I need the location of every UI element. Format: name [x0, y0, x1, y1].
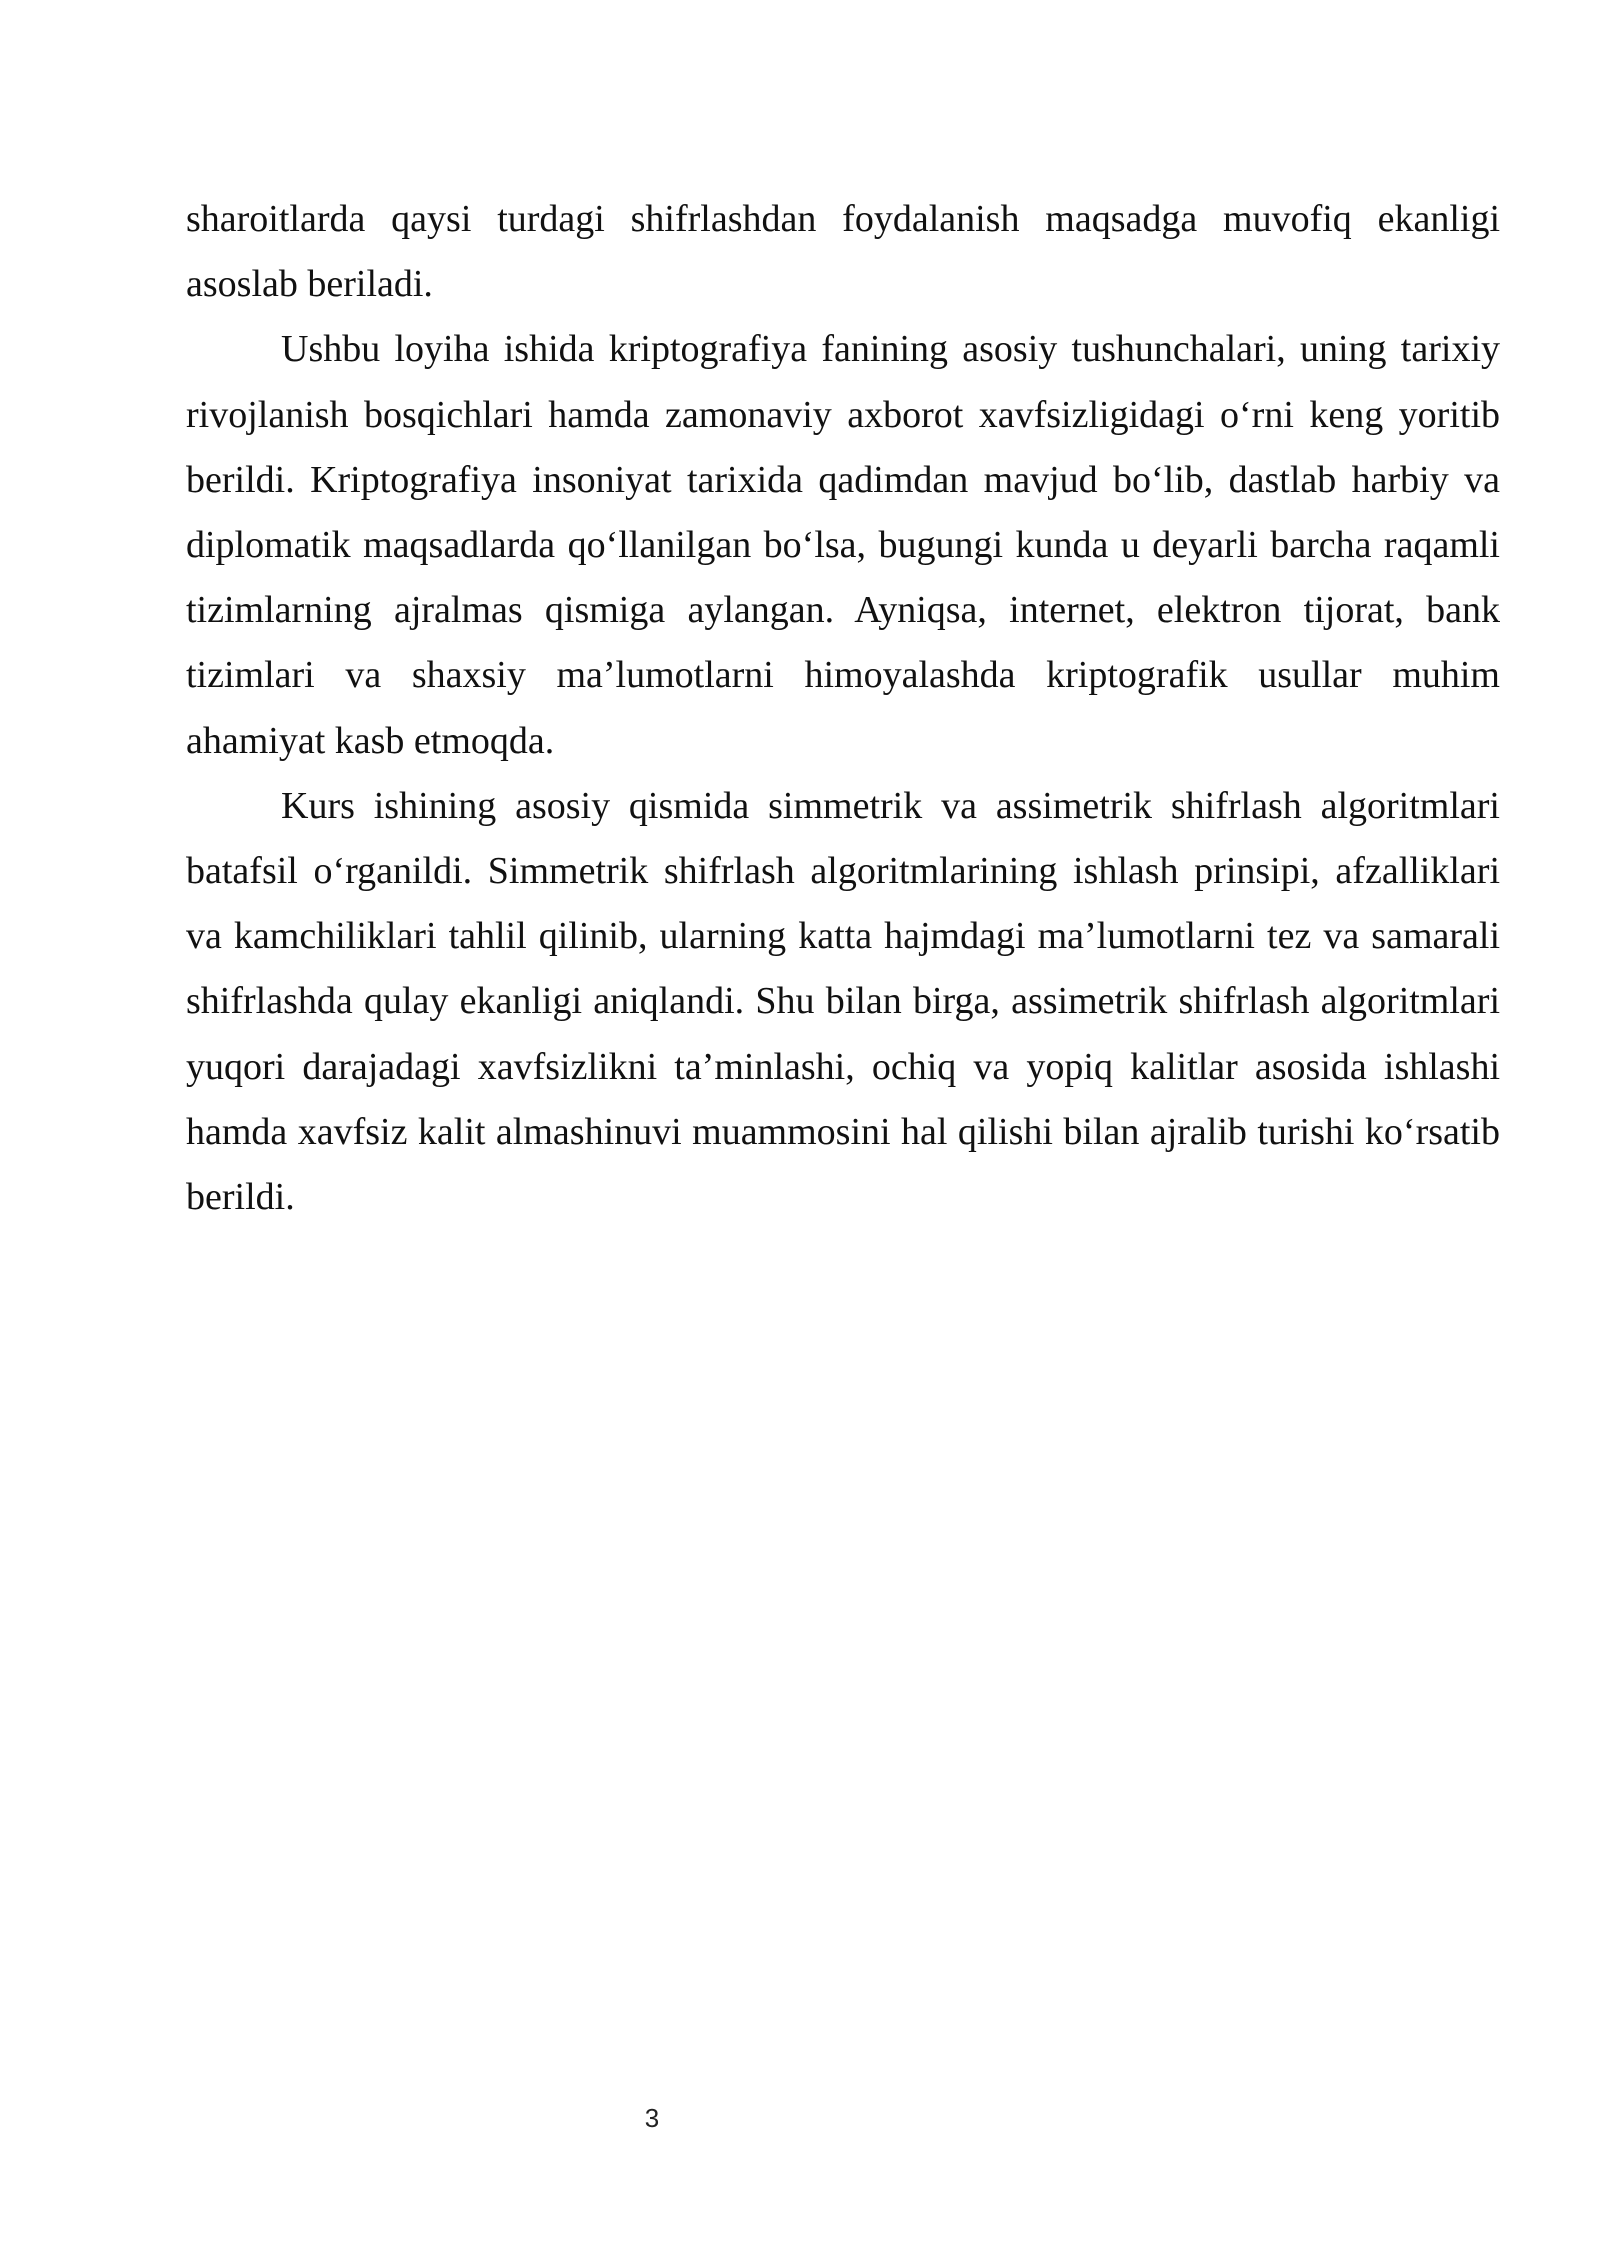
paragraph-project-overview: Ushbu loyiha ishida kriptografiya fanining asosiy tushunchalari, uning tarixiy rivojlanish bosqichlari hamda zamonaviy axborot xavfsizligidagi o‘rni keng yoritib berildi. Kriptografiya insoniyat tarixida qadimdan mavjud bo‘lib, dastlab harbiy va diplomatik maqsadlarda qo‘llanilgan bo‘lsa, bugungi kunda u deyarli barcha raqamli tizimlarning ajralmas qismiga aylangan. Ayniqsa, internet, elektron tijorat, bank tizimlari va shaxsiy ma’lumotlarni himoyalashda kriptografik usullar muhim ahamiyat kasb etmoqda. [186, 328, 1500, 762]
document-body [186, 187, 1500, 1230]
page-number: 3 [644, 2103, 660, 2133]
paragraph-encryption-algorithms: Kurs ishining asosiy qismida simmetrik va assimetrik shifrlash algoritmlari batafsil o‘rganildi. Simmetrik shifrlash algoritmlarining ishlash prinsipi, afzalliklari va kamchiliklari tahlil qilinib, ularning katta hajmdagi ma’lumotlarni tez va samarali shifrlashda qulay ekanligi aniqlandi. Shu bilan birga, assimetrik shifrlash algoritmlari yuqori darajadagi xavfsizlikni ta’minlashi, ochiq va yopiq kalitlar asosida ishlashi hamda xavfsiz kalit almashinuvi muammosini hal qilishi bilan ajralib turishi ko‘rsatib berildi. [186, 784, 1500, 1219]
paragraph-continuation: sharoitlarda qaysi turdagi shifrlashdan foydalanish maqsadga muvofiq ekanligi asoslab beriladi. [186, 198, 1500, 306]
